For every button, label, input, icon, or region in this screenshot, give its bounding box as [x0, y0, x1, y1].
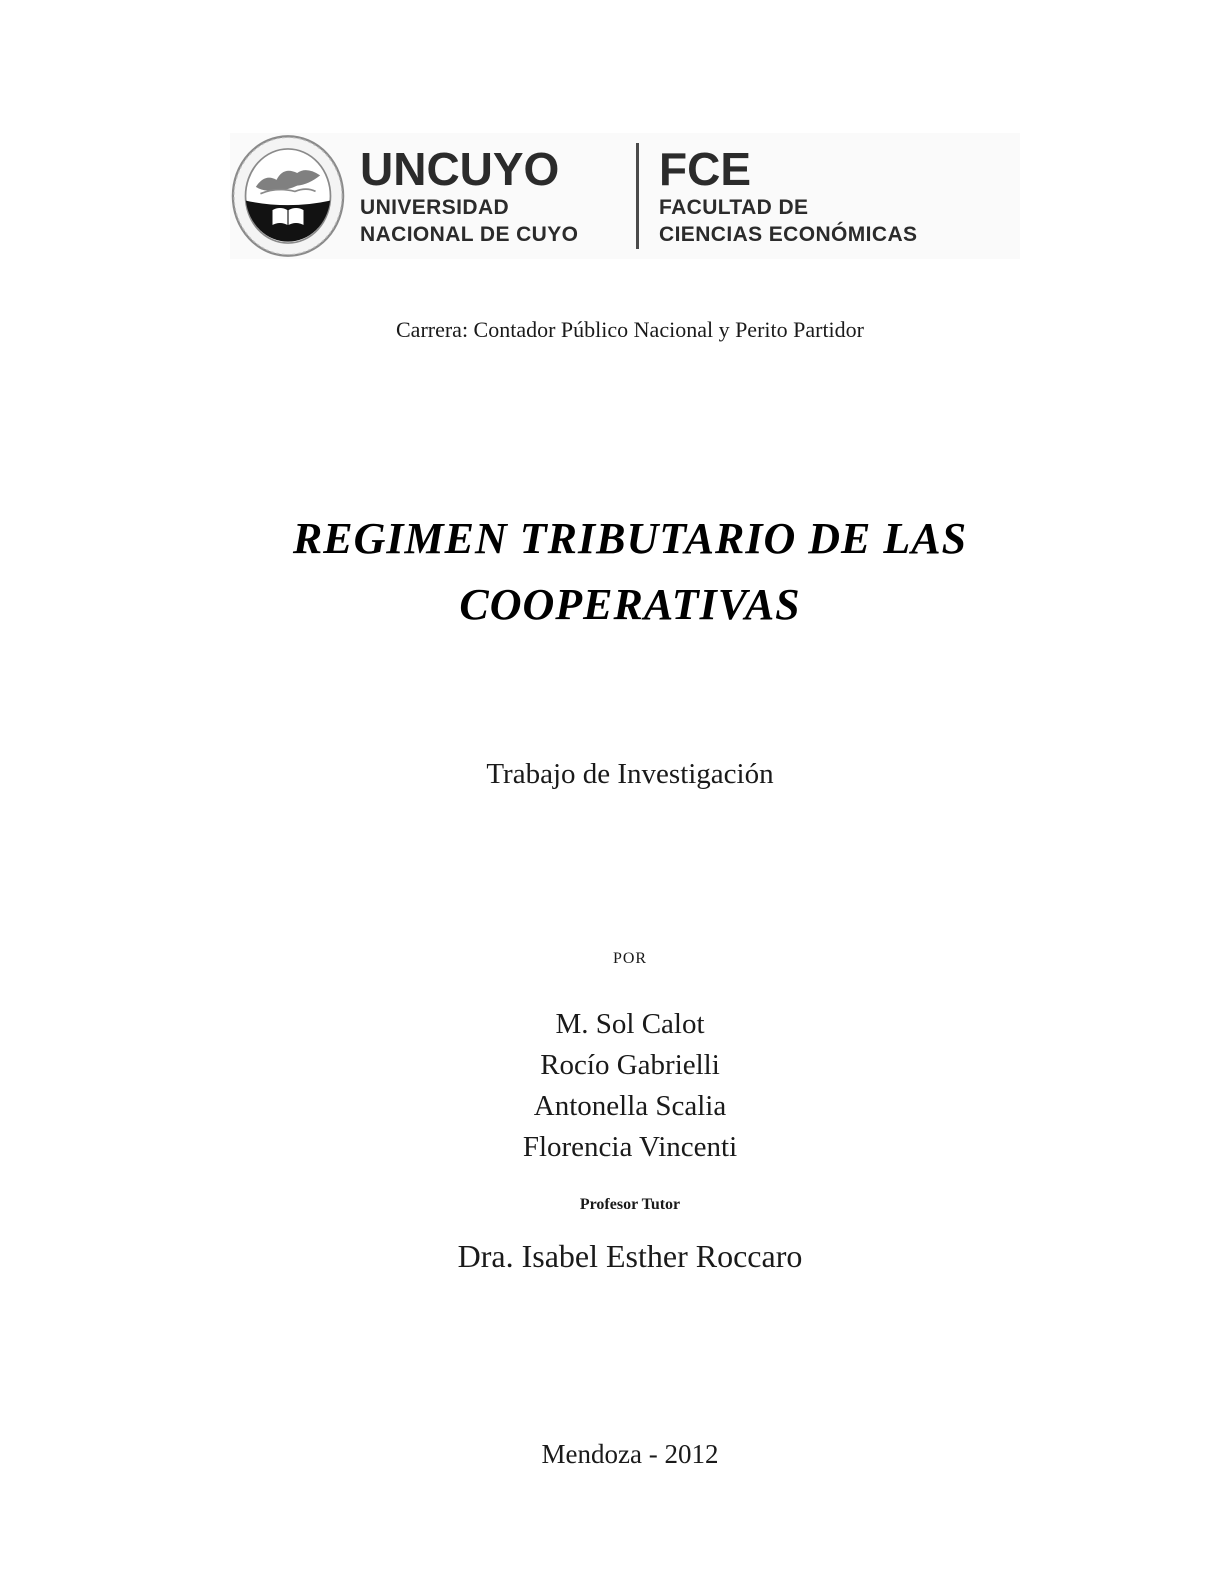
tutor-label: Profesor Tutor [579, 1196, 681, 1213]
faculty-name-line1: FACULTAD DE [659, 195, 809, 219]
byline-label: POR [612, 950, 648, 967]
author-list [36, 1004, 1224, 1168]
author-name: M. Sol Calot [555, 1008, 705, 1040]
document-title-line1: REGIMEN TRIBUTARIO DE LAS [292, 514, 968, 563]
document-title-line2: COOPERATIVAS [459, 580, 801, 629]
author-name: Florencia Vincenti [522, 1131, 738, 1163]
faculty-name-line2: CIENCIAS ECONÓMICAS [659, 223, 918, 246]
document-title [36, 506, 1224, 638]
document-subtitle: Trabajo de Investigación [486, 758, 774, 790]
university-name-line2: NACIONAL DE CUYO [360, 223, 579, 246]
logo-divider [636, 143, 639, 249]
author-name: Antonella Scalia [533, 1090, 727, 1122]
header-logo-strip [230, 133, 1020, 259]
tutor-name: Dra. Isabel Esther Roccaro [457, 1238, 803, 1274]
faculty-wordmark [659, 142, 918, 246]
faculty-acronym: FCE [659, 142, 751, 195]
career-line: Carrera: Contador Público Nacional y Perito Partidor [396, 317, 864, 342]
university-acronym: UNCUYO [360, 142, 560, 195]
place-year: Mendoza - 2012 [541, 1439, 719, 1469]
author-name: Rocío Gabrielli [540, 1049, 720, 1081]
uncuyo-seal-icon [230, 134, 346, 258]
university-name-line1: UNIVERSIDAD [360, 195, 510, 219]
university-wordmark [360, 142, 608, 246]
